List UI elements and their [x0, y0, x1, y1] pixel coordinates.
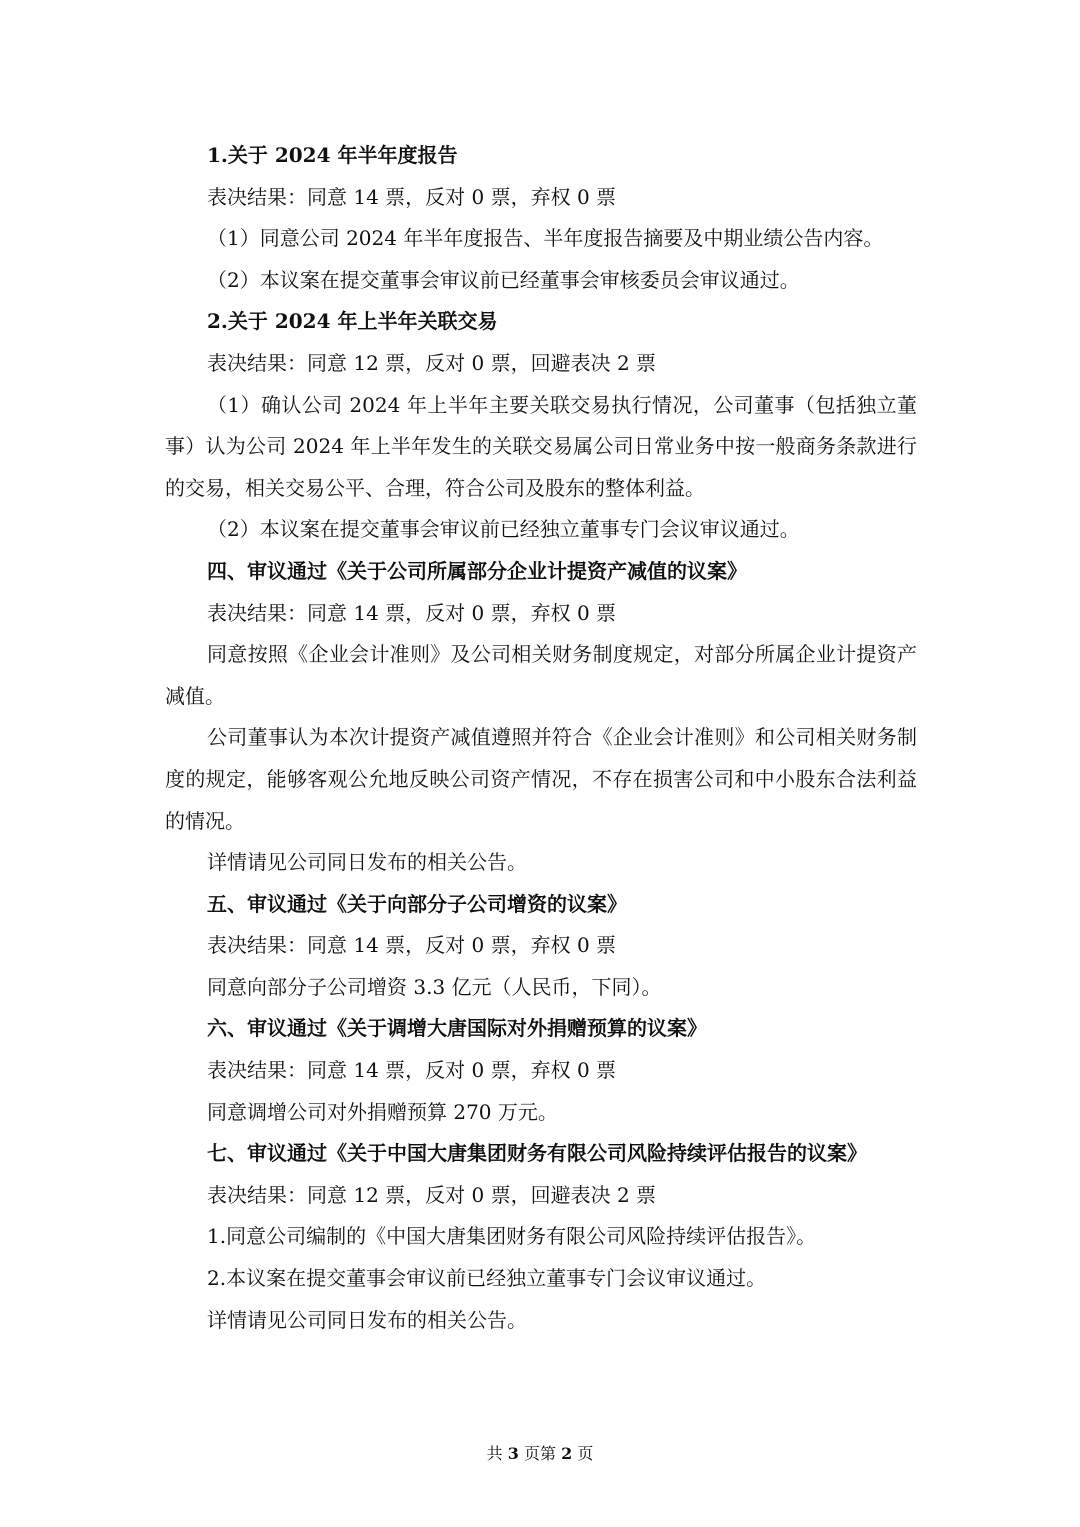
paragraph: 详情请见公司同日发布的相关公告。 — [207, 850, 527, 875]
vote-result: 表决结果：同意 12 票，反对 0 票，回避表决 2 票 — [207, 350, 657, 375]
footer-middle: 页第 — [523, 1444, 556, 1463]
section-heading-capital-increase: 五、审议通过《关于向部分子公司增资的议案》 — [207, 891, 627, 916]
paragraph: （1）确认公司 2024 年上半年主要关联交易执行情况，公司董事（包括独立董事）认为公司 2024 年上半年发生的关联交易属公司日常业务中按一般商务条款进行的交易，相关交易公平、合理，符合公司及股东的整体利益。 — [165, 392, 917, 500]
paragraph: 同意向部分子公司增资 3.3 亿元（人民币，下同）。 — [207, 974, 662, 999]
vote-result: 表决结果：同意 14 票，反对 0 票，弃权 0 票 — [207, 933, 617, 958]
vote-result: 表决结果：同意 14 票，反对 0 票，弃权 0 票 — [207, 600, 617, 625]
paragraph: 详情请见公司同日发布的相关公告。 — [207, 1307, 527, 1332]
footer-prefix: 共 — [486, 1444, 503, 1463]
paragraph: （2）本议案在提交董事会审议前已经董事会审核委员会审议通过。 — [207, 267, 800, 292]
paragraph: （1）同意公司 2024 年半年度报告、半年度报告摘要及中期业绩公告内容。 — [207, 226, 884, 251]
paragraph: 同意按照《企业会计准则》及公司相关财务制度规定，对部分所属企业计提资产减值。 — [165, 642, 917, 708]
section-heading-half-year-report: 1.关于 2024 年半年度报告 — [207, 143, 458, 167]
paragraph: 公司董事认为本次计提资产减值遵照并符合《企业会计准则》和公司相关财务制度的规定，能够客观公允地反映公司资产情况，不存在损害公司和中小股东合法利益的情况。 — [165, 725, 917, 833]
footer-suffix: 页 — [577, 1444, 594, 1463]
section-heading-finance-company-risk: 七、审议通过《关于中国大唐集团财务有限公司风险持续评估报告的议案》 — [207, 1141, 867, 1166]
vote-result: 表决结果：同意 14 票，反对 0 票，弃权 0 票 — [207, 1058, 617, 1083]
page-footer — [0, 1444, 1080, 1464]
footer-total-pages: 3 — [507, 1444, 519, 1463]
paragraph: （2）本议案在提交董事会审议前已经独立董事专门会议审议通过。 — [207, 517, 800, 542]
footer-current-page: 2 — [561, 1444, 573, 1463]
vote-result: 表决结果：同意 12 票，反对 0 票，回避表决 2 票 — [207, 1182, 657, 1207]
document-body — [165, 135, 917, 1341]
vote-result: 表决结果：同意 14 票，反对 0 票，弃权 0 票 — [207, 184, 617, 209]
paragraph: 同意调增公司对外捐赠预算 270 万元。 — [207, 1099, 558, 1124]
section-heading-donation-budget: 六、审议通过《关于调增大唐国际对外捐赠预算的议案》 — [207, 1016, 707, 1041]
paragraph: 2.本议案在提交董事会审议前已经独立董事专门会议审议通过。 — [207, 1266, 767, 1291]
section-heading-related-transactions: 2.关于 2024 年上半年关联交易 — [207, 309, 498, 334]
section-heading-asset-impairment: 四、审议通过《关于公司所属部分企业计提资产减值的议案》 — [207, 558, 747, 583]
paragraph: 1.同意公司编制的《中国大唐集团财务有限公司风险持续评估报告》。 — [207, 1224, 817, 1249]
